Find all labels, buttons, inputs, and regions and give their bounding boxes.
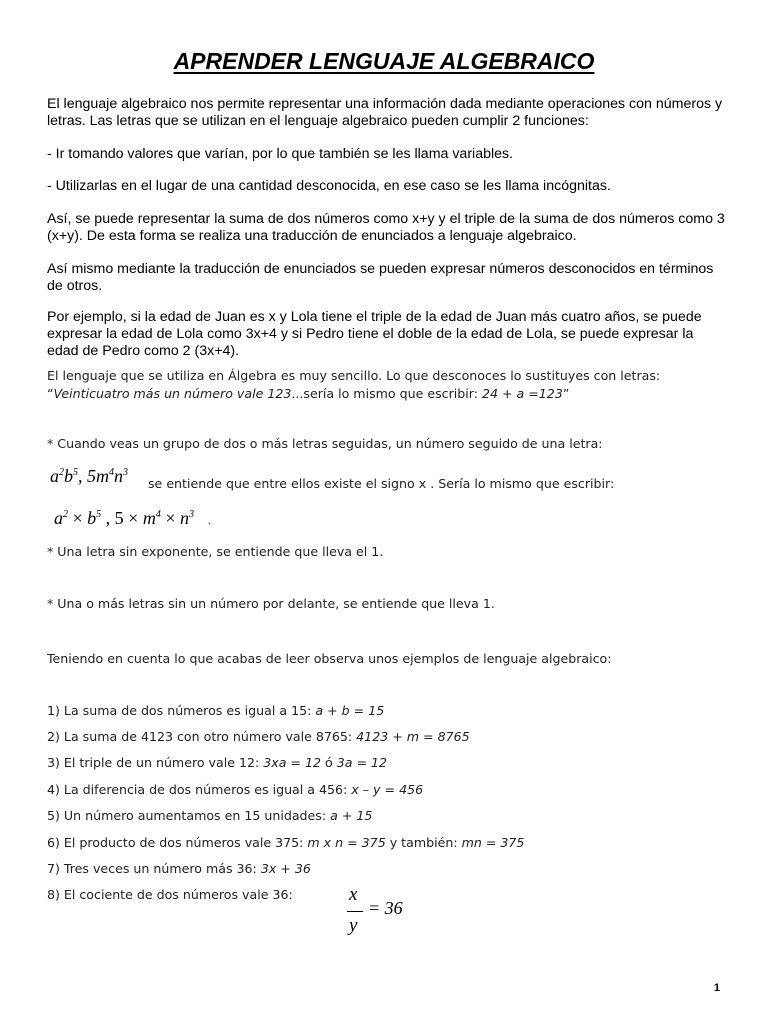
example-item: 2) La suma de 4123 con otro número vale 8765: 4123 + m = 8765 xyxy=(47,729,470,744)
fraction-bar xyxy=(347,911,363,912)
example-item: 3) El triple de un número vale 12: 3xa = 12 ó 3a = 12 xyxy=(47,755,388,770)
fraction-denominator: y xyxy=(349,915,358,936)
paragraph-unknowns: - Utilizarlas en el lugar de una cantidad desconocida, en ese caso se les llama incógnitas. xyxy=(47,178,611,194)
fraction-numerator: x xyxy=(349,884,358,905)
fraction-equals: = 36 xyxy=(368,898,403,918)
intro-italic-2: 24 + a =123 xyxy=(481,386,563,401)
intro-text-1: El lenguaje que se utiliza en Álgebra es muy sencillo. Lo que desconoces lo sustituyes con letras: “ xyxy=(47,368,661,401)
page-title: APRENDER LENGUAJE ALGEBRAICO xyxy=(173,48,595,74)
example-item: 4) La diferencia de dos números es igual a 456: x – y = 456 xyxy=(47,782,424,797)
rule-consecutive-letters: * Cuando veas un grupo de dos o más letras seguidas, un número seguido de una letra: xyxy=(47,436,603,451)
example-item: 8) El cociente de dos números vale 36: xyxy=(47,887,293,902)
rule-consecutive-letters-cont: se entiende que entre ellos existe el signo x . Sería lo mismo que escribir: xyxy=(148,476,615,491)
paragraph-translation: Así mismo mediante la traducción de enunciados se pueden expresar números desconocidos en términos de otros. xyxy=(47,261,714,294)
intro-text-2: ...sería lo mismo que escribir: xyxy=(291,386,482,401)
paragraph-algebra-simple xyxy=(47,367,737,403)
examples-intro: Teniendo en cuenta lo que acabas de leer observa unos ejemplos de lenguaje algebraico: xyxy=(47,651,612,666)
math-expression-explicit: $a^2 \times b^5$ , $5 \times m^4 \times n^3$ . xyxy=(54,508,211,528)
paragraph-sum-example: Así, se puede representar la suma de dos números como x+y y el triple de la suma de dos números como 3 (x+y). De esta forma se realiza una traducción de enunciados a lenguaje algebraico. xyxy=(47,211,725,244)
rule-no-exponent: * Una letra sin exponente, se entiende que lleva el 1. xyxy=(47,544,384,559)
intro-text-3: ” xyxy=(562,386,570,401)
paragraph-intro: El lenguaje algebraico nos permite representar una información dada mediante operaciones con números y letras. Las letras que se utilizan en el lenguaje algebraico pueden cumplir 2 funciones: xyxy=(47,96,723,129)
example-item: 7) Tres veces un número más 36: 3x + 36 xyxy=(47,861,311,876)
fraction-quotient xyxy=(345,884,415,944)
math-expression-implicit: $a^2b^5$, $5m^4n^3$ xyxy=(50,466,128,486)
paragraph-variables: - Ir tomando valores que varían, por lo que también se les llama variables. xyxy=(47,146,514,162)
example-item: 6) El producto de dos números vale 375: m x n = 375 y también: mn = 375 xyxy=(47,835,525,850)
intro-italic-1: Veinticuatro más un número vale 123 xyxy=(53,386,292,401)
rule-no-coefficient: * Una o más letras sin un número por delante, se entiende que lleva 1. xyxy=(47,596,495,611)
example-item: 5) Un número aumentamos en 15 unidades: a + 15 xyxy=(47,808,373,823)
example-item: 1) La suma de dos números es igual a 15: a + b = 15 xyxy=(47,703,385,718)
paragraph-age-example: Por ejemplo, si la edad de Juan es x y Lola tiene el triple de la edad de Juan más cuatro años, se puede expresar la edad de Lola como 3x+4 y si Pedro tiene el doble de la edad de Lola, se puede expresar la edad de Pedro como 2 (3x+4). xyxy=(47,309,702,359)
page-number: 1 xyxy=(713,982,720,994)
